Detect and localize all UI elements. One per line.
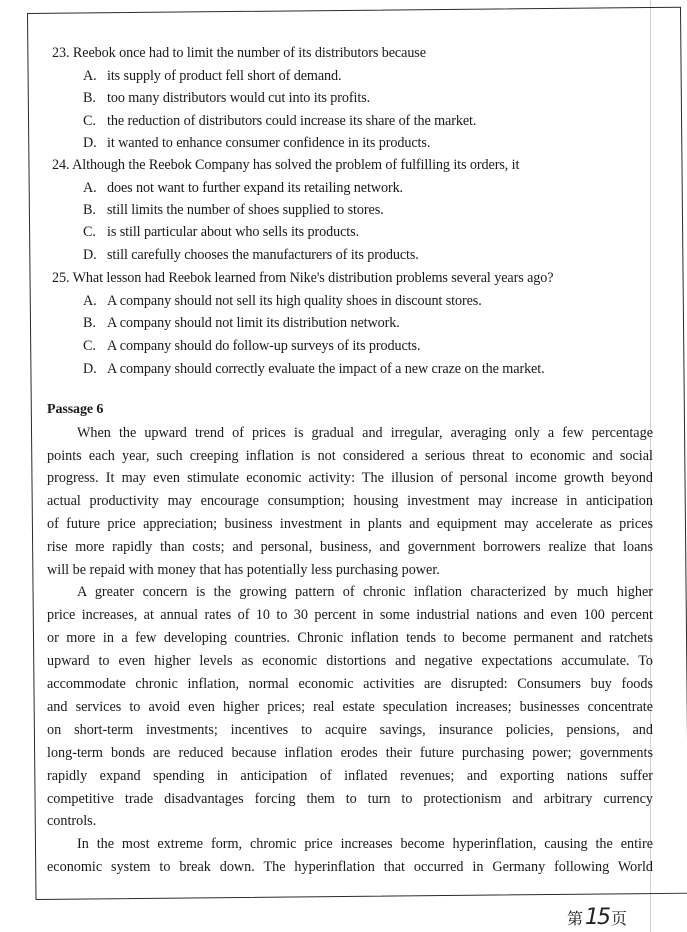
option-letter: C. xyxy=(83,338,96,354)
paragraph-line: rapidly expand spending in anticipation of inflated revenues; and exporting nations suffer xyxy=(47,768,653,784)
option-text: A company should do follow-up surveys of its products. xyxy=(107,338,421,354)
page-suffix: 页 xyxy=(611,909,628,928)
paragraph-line: competitive trade disadvantages forcing them to turn to protectionism and arbitrary currency xyxy=(47,791,653,807)
passage-title: Passage 6 xyxy=(47,402,104,417)
question-stem xyxy=(52,269,553,287)
option-c xyxy=(83,112,476,130)
paragraph-line: on short-term investments; incentives to acquire savings, insurance policies, pensions, and xyxy=(47,722,653,738)
question-number: 25. xyxy=(52,270,70,286)
option-text: A company should not sell its high quality shoes in discount stores. xyxy=(107,293,482,309)
option-text: its supply of product fell short of demand. xyxy=(107,68,342,84)
question-number: 24. xyxy=(52,157,70,173)
question-text: Reebok once had to limit the number of its distributors because xyxy=(72,45,426,61)
paragraph-line: accommodate chronic inflation, normal economic activities are disrupted: Consumers buy foods xyxy=(47,676,653,692)
option-letter: A. xyxy=(83,293,97,309)
option-letter: C. xyxy=(83,113,96,129)
question-text: Although the Reebok Company has solved the problem of fulfilling its orders, it xyxy=(72,157,520,173)
option-text: does not want to further expand its retailing network. xyxy=(107,180,404,196)
paragraph-line: points each year, such creeping inflation is not considered a serious threat to economic and social xyxy=(47,448,653,464)
option-letter: B. xyxy=(83,90,96,106)
option-c xyxy=(83,223,359,241)
option-letter: B. xyxy=(83,315,96,331)
option-c xyxy=(83,337,420,355)
paragraph-line: of future price appreciation; business investment in plants and equipment may accelerate as prices xyxy=(47,516,653,532)
paragraph-line: When the upward trend of prices is gradual and irregular, averaging only a few percentage xyxy=(77,425,653,441)
option-text: A company should correctly evaluate the impact of a new craze on the market. xyxy=(107,361,545,377)
option-letter: D. xyxy=(83,135,97,151)
option-text: still carefully chooses the manufacturers of its products. xyxy=(107,247,419,263)
paragraph-line: long-term bonds are reduced because inflation erodes their future purchasing power; governments xyxy=(47,745,653,761)
question-stem xyxy=(52,44,426,62)
page-number: 15 xyxy=(585,905,610,930)
option-letter: D. xyxy=(83,247,97,263)
option-text: still limits the number of shoes supplied to stores. xyxy=(107,202,384,218)
paragraph-line: price increases, at annual rates of 10 to 30 percent in some industrial nations and even 100 percent xyxy=(47,607,653,623)
paragraph-line: In the most extreme form, chromic price increases become hyperinflation, causing the entire xyxy=(77,836,653,852)
paragraph-line: controls. xyxy=(47,813,97,829)
option-a xyxy=(83,67,341,85)
option-letter: A. xyxy=(83,68,97,84)
paragraph-line: will be repaid with money that has potentially less purchasing power. xyxy=(47,562,440,578)
option-text: is still particular about who sells its products. xyxy=(107,224,360,240)
paragraph-line: economic system to break down. The hyperinflation that occurred in Germany following World xyxy=(47,859,653,875)
option-text: it wanted to enhance consumer confidence in its products. xyxy=(107,135,431,151)
paragraph-line: upward to even higher levels as economic distortions and negative expectations accumulate. To xyxy=(47,653,653,669)
paragraph-line: A greater concern is the growing pattern of chronic inflation characterized by much higher xyxy=(77,584,653,600)
option-letter: D. xyxy=(83,361,97,377)
option-d xyxy=(83,360,545,378)
option-letter: B. xyxy=(83,202,96,218)
option-a xyxy=(83,179,403,197)
paragraph-line: rise more rapidly than costs; and personal, business, and government borrowers realize that loans xyxy=(47,539,653,555)
question-number: 23. xyxy=(52,45,70,61)
question-text: What lesson had Reebok learned from Nike's distribution problems several years ago? xyxy=(72,270,554,286)
paragraph-line: progress. It may even stimulate economic activity: The illusion of personal income growth beyond xyxy=(47,470,653,486)
option-d xyxy=(83,246,419,264)
page-number-footer xyxy=(567,905,627,930)
option-b xyxy=(83,89,370,107)
option-a xyxy=(83,292,482,310)
paragraph-line: actual productivity may encourage consumption; housing investment may increase in anticipation xyxy=(47,493,653,509)
page-prefix: 第 xyxy=(567,909,584,928)
option-letter: A. xyxy=(83,180,97,196)
paragraph-line: or more in a few developing countries. Chronic inflation tends to become permanent and ratchets xyxy=(47,630,653,646)
option-text: the reduction of distributors could increase its share of the market. xyxy=(107,113,477,129)
question-stem xyxy=(52,156,519,174)
option-b xyxy=(83,314,400,332)
option-d xyxy=(83,134,430,152)
paragraph-line: and services to avoid even higher prices; real estate speculation increases; businesses concentrate xyxy=(47,699,653,715)
option-b xyxy=(83,201,384,219)
option-text: too many distributors would cut into its profits. xyxy=(107,90,371,106)
option-letter: C. xyxy=(83,224,96,240)
option-text: A company should not limit its distribution network. xyxy=(107,315,400,331)
